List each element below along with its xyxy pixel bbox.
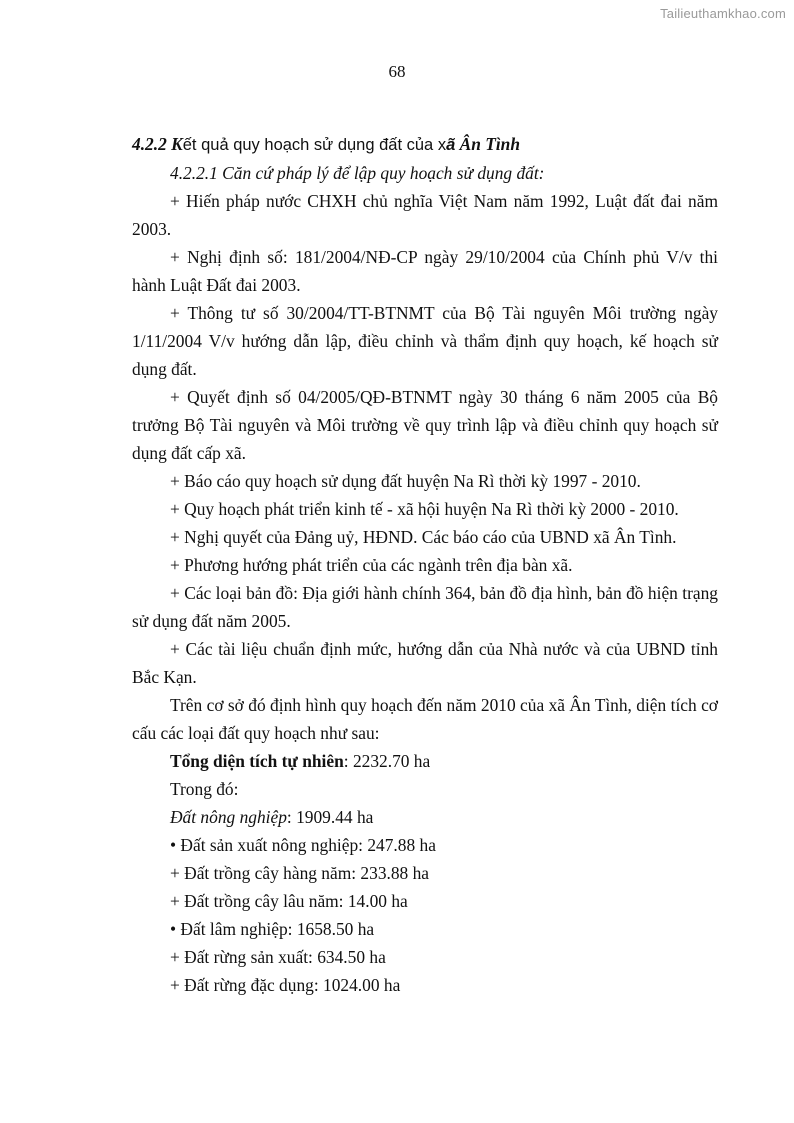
paragraph-4: + Quyết định số 04/2005/QĐ-BTNMT ngày 30 tháng 6 năm 2005 của Bộ trưởng Bộ Tài nguyên và Môi trường về quy trình lập và điều chỉnh quy hoạch sử dụng đất cấp xã. [132, 387, 718, 463]
heading-text: ết quả quy hoạch sử dụng đất của x [182, 136, 447, 154]
total-area [132, 747, 718, 775]
paragraph-5: + Báo cáo quy hoạch sử dụng đất huyện Na Rì thời kỳ 1997 - 2010. [170, 471, 641, 491]
list-item: • Đất lâm nghiệp: 1658.50 ha [170, 919, 375, 939]
paragraph-10: + Các tài liệu chuẩn định mức, hướng dẫn của Nhà nước và của UBND tỉnh Bắc Kạn. [132, 639, 718, 687]
paragraph-9: + Các loại bản đồ: Địa giới hành chính 364, bản đồ địa hình, bản đồ hiện trạng sử dụng đất năm 2005. [132, 583, 718, 631]
heading-a: ã [446, 136, 456, 154]
list-item: • Đất sản xuất nông nghiệp: 247.88 ha [170, 835, 436, 855]
list-item: + Đất rừng đặc dụng: 1024.00 ha [170, 975, 401, 995]
heading-number: 4.2.2 [132, 134, 167, 154]
agri-land-value: : 1909.44 ha [286, 807, 374, 827]
paragraph-6: + Quy hoạch phát triển kinh tế - xã hội huyện Na Rì thời kỳ 2000 - 2010. [170, 499, 679, 519]
paragraph-8: + Phương hướng phát triển của các ngành trên địa bàn xã. [170, 555, 573, 575]
paragraph-1: + Hiến pháp nước CHXH chủ nghĩa Việt Nam năm 1992, Luật đất đai năm 2003. [132, 191, 718, 239]
total-area-value: : 2232.70 ha [343, 751, 431, 771]
document-body [132, 130, 718, 999]
paragraph-2: + Nghị định số: 181/2004/NĐ-CP ngày 29/10/2004 của Chính phủ V/v thi hành Luật Đất đai 2003. [132, 247, 718, 295]
paragraph-3: + Thông tư số 30/2004/TT-BTNMT của Bộ Tài nguyên Môi trường ngày 1/11/2004 V/v hướng dẫn lập, điều chỉnh và thẩm định quy hoạch, kế hoạch sử dụng đất. [132, 303, 718, 379]
list-item: + Đất rừng sản xuất: 634.50 ha [170, 947, 386, 967]
agri-land [132, 803, 718, 831]
paragraph-11: Trên cơ sở đó định hình quy hoạch đến năm 2010 của xã Ân Tình, diện tích cơ cấu các loại đất quy hoạch như sau: [132, 695, 718, 743]
page-number: 68 [388, 62, 406, 81]
paragraph-7: + Nghị quyết của Đảng uỷ, HĐND. Các báo cáo của UBND xã Ân Tình. [170, 527, 677, 547]
agri-land-label: Đất nông nghiệp [170, 807, 287, 827]
heading-k: K [171, 134, 183, 154]
list-item: + Đất trồng cây hàng năm: 233.88 ha [170, 863, 430, 883]
subsection-heading: 4.2.2.1 Căn cứ pháp lý để lập quy hoạch sử dụng đất: [170, 163, 545, 183]
trong-do: Trong đó: [170, 779, 239, 799]
heading-name: Ân Tình [455, 134, 521, 154]
section-heading [132, 130, 718, 159]
total-area-label: Tổng diện tích tự nhiên [170, 751, 344, 771]
list-item: + Đất trồng cây lâu năm: 14.00 ha [170, 891, 408, 911]
watermark: Tailieuthamkhao.com [660, 6, 786, 21]
